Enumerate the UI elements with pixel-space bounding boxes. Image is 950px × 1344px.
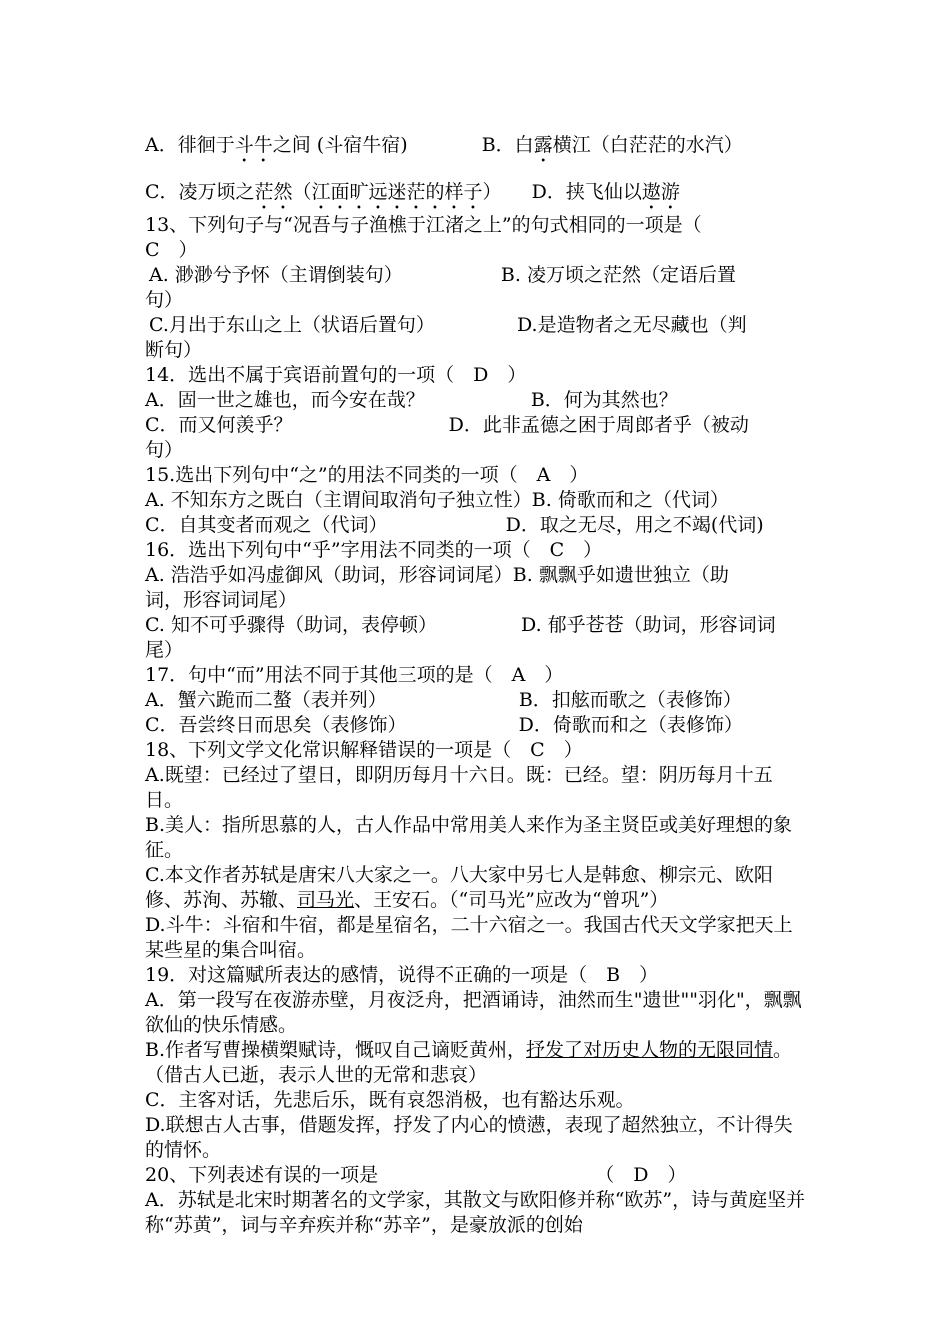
q14-option-d-cont: 句） bbox=[145, 439, 184, 461]
q13-line-ab bbox=[145, 263, 810, 288]
q12-line-cd bbox=[145, 180, 810, 205]
q17-option-d: D．倚歌而和之（表修饰） bbox=[518, 714, 743, 736]
q20-stem-line bbox=[145, 1163, 810, 1188]
q19-option-d: D.联想古人古事，借题发挥，抒发了内心的愤懑，表现了超然独立，不计得失的情怀。 bbox=[145, 1114, 793, 1161]
q13-option-d: D.是造物者之无尽藏也（判 bbox=[517, 314, 747, 336]
q14-stem: 14．选出不属于宾语前置句的一项（ D ） bbox=[145, 364, 527, 386]
q13-line-cd bbox=[145, 313, 810, 338]
q19-option-a: A．第一段写在夜游赤壁，月夜泛舟，把酒诵诗，油然而生"遗世""羽化"，飘飘欲仙的快乐情感。 bbox=[145, 989, 802, 1036]
q19-option-b: B.作者写曹操横槊赋诗，慨叹自己谪贬黄州，抒发了对历史人物的无限同情。（借古人已逝，表示人世的无常和悲哀） bbox=[145, 1039, 793, 1086]
q14-line-ab bbox=[145, 388, 810, 413]
q13-option-c: C.月出于东山之上（状语后置句） bbox=[149, 314, 435, 336]
q12-option-b: B．白露横江（白茫茫的水汽） bbox=[481, 134, 743, 156]
q18-option-c: C.本文作者苏轼是唐宋八大家之一。八大家中另七人是韩愈、柳宗元、欧阳修、苏洵、苏辙、司马光、王安石。（“司马光”应改为“曾巩”） bbox=[145, 864, 773, 911]
q13-option-d-cont: 断句） bbox=[145, 339, 203, 361]
q13-answer: C ） bbox=[145, 239, 198, 261]
q13-option-a: A. 渺渺兮予怀（主谓倒装句） bbox=[149, 264, 403, 286]
q17-option-a: A．蟹六跪而二螯（表并列） bbox=[145, 689, 387, 711]
q20-option-a: A．苏轼是北宋时期著名的文学家，其散文与欧阳修并称“欧苏”，诗与黄庭坚并称“苏黄”，词与辛弃疾并称“苏辛”，是豪放派的创始 bbox=[145, 1189, 806, 1236]
q20-stem: 20、下列表述有误的一项是 bbox=[145, 1164, 379, 1186]
q12-option-d: D．挟飞仙以遨游 bbox=[531, 181, 680, 203]
q14-option-c: C．而又何羡乎？ bbox=[145, 414, 293, 436]
q20-answer: （ D ） bbox=[595, 1164, 687, 1186]
q19-stem: 19．对这篇赋所表达的感情，说得不正确的一项是（ B ） bbox=[145, 964, 659, 986]
q14-option-a: A．固一世之雄也，而今安在哉？ bbox=[145, 389, 425, 411]
q14-option-b: B．何为其然也？ bbox=[530, 389, 678, 411]
q17-line-cd bbox=[145, 713, 810, 738]
q18-option-d: D.斗牛：斗宿和牛宿，都是星宿名，二十六宿之一。我国古代天文学家把天上某些星的集合叫宿。 bbox=[145, 914, 793, 961]
q12-option-c: C．凌万顷之茫然（江面旷远迷茫的样子） bbox=[145, 181, 502, 203]
q15-option-c: C．自其变者而观之（代词） bbox=[145, 514, 388, 536]
q13-option-b: B. 凌万顷之茫然（定语后置 bbox=[500, 264, 736, 286]
q15-option-d: D．取之无尽，用之不竭(代词) bbox=[505, 514, 764, 536]
q16-stem: 16．选出下列句中“乎”字用法不同类的一项（ C ） bbox=[145, 539, 603, 561]
q15-stem: 15.选出下列句中“之”的用法不同类的一项（ A ） bbox=[145, 464, 589, 486]
q19-option-c: C．主客对话，先悲后乐，既有哀怨消极，也有豁达乐观。 bbox=[145, 1089, 635, 1111]
q13-option-b-cont: 句） bbox=[145, 289, 184, 311]
q16-option-ab-cont: 词，形容词词尾） bbox=[145, 589, 298, 611]
q16-option-d: D. 郁乎苍苍（助词，形容词词 bbox=[521, 614, 776, 636]
q18-option-a: A.既望：已经过了望日，即阴历每月十六日。既：已经。望：阴历每月十五日。 bbox=[145, 764, 773, 811]
q16-option-d-cont: 尾） bbox=[145, 639, 184, 661]
q12-option-a: A．徘徊于斗牛之间 (斗宿牛宿) bbox=[145, 134, 408, 156]
q14-option-d: D．此非孟德之困于周郎者乎（被动 bbox=[448, 414, 749, 436]
document-body bbox=[145, 133, 810, 1238]
q18-option-b: B.美人：指所思慕的人，古人作品中常用美人来作为圣主贤臣或美好理想的象征。 bbox=[145, 814, 793, 861]
q17-line-ab bbox=[145, 688, 810, 713]
q17-stem: 17．句中“而”用法不同于其他三项的是（ A ） bbox=[145, 664, 564, 686]
q15-option-ab: A. 不知东方之既白（主谓间取消句子独立性）B. 倚歌而和之（代词） bbox=[145, 489, 729, 511]
q17-option-b: B．扣舷而歌之（表修饰） bbox=[518, 689, 742, 711]
q16-option-ab: A. 浩浩乎如冯虚御风（助词，形容词词尾）B. 飘飘乎如遗世独立（助 bbox=[145, 564, 729, 586]
q15-line-cd bbox=[145, 513, 810, 538]
q12-line-ab bbox=[145, 133, 810, 158]
q17-option-c: C．吾尝终日而思矣（表修饰） bbox=[145, 714, 407, 736]
q18-stem: 18、下列文学文化常识解释错误的一项是（ C ） bbox=[145, 739, 583, 761]
q14-line-cd bbox=[145, 413, 810, 438]
q16-option-c: C. 知不可乎骤得（助词，表停顿） bbox=[145, 614, 437, 636]
q16-line-cd bbox=[145, 613, 810, 638]
q13-stem: 13、下列句子与“况吾与子渔樵于江渚之上”的句式相同的一项是（ bbox=[145, 214, 702, 236]
